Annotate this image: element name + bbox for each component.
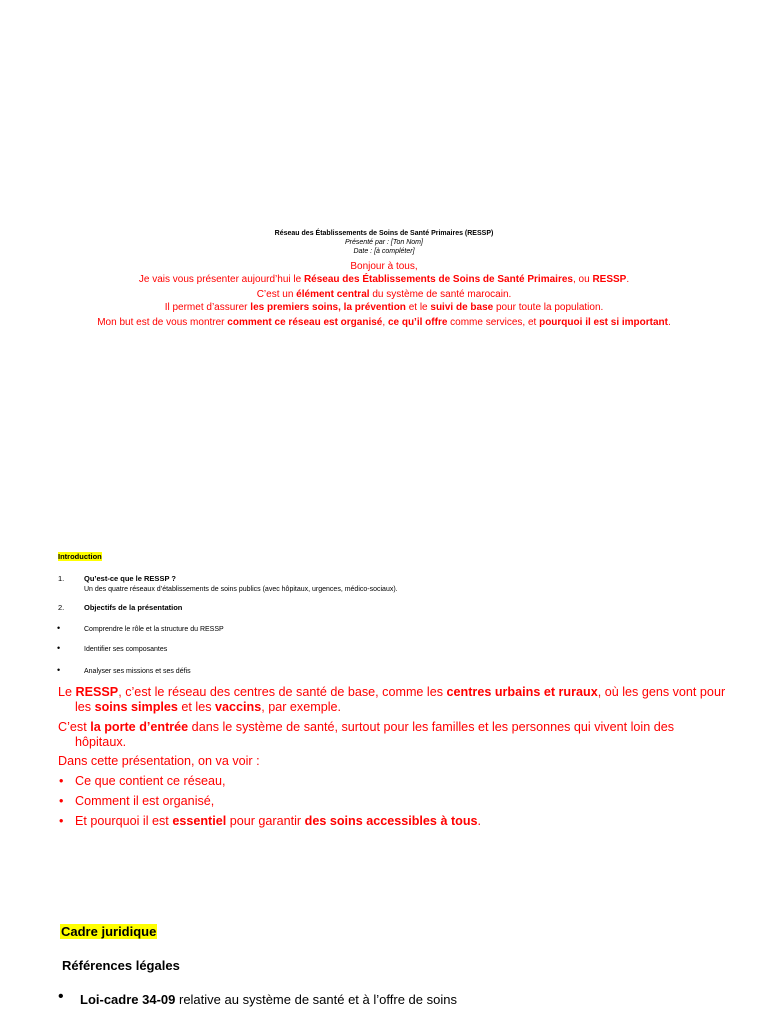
item-number: 2. xyxy=(58,603,65,612)
item-title: Qu’est-ce que le RESSP ? xyxy=(84,574,176,583)
item-description: Un des quatre réseaux d’établissements de soins publics (avec hôpitaux, urgences, médico-sociaux). xyxy=(84,586,398,593)
introduction-heading: Introduction xyxy=(58,552,102,561)
opening-block xyxy=(0,261,768,330)
opening-line-3: Il permet d’assurer les premiers soins, la prévention et le suivi de base pour toute la population. xyxy=(164,301,604,313)
greeting: Bonjour à tous, xyxy=(350,261,418,272)
bullet-dot-icon: • xyxy=(57,623,61,633)
bullet-dot-icon: • xyxy=(59,814,64,828)
speech-paragraph-2: C’est la porte d’entrée dans le système de santé, surtout pour les familles et les personnes qui vivent loin des hôpitaux. xyxy=(58,720,675,749)
legal-subheading: Références légales xyxy=(62,958,180,973)
item-title: Objectifs de la présentation xyxy=(84,603,183,612)
opening-line-1: Je vais vous présenter aujourd’hui le Réseau des Établissements de Soins de Santé Primaires, ou RESSP. xyxy=(138,273,630,285)
opening-line-4: Mon but est de vous montrer comment ce réseau est organisé, ce qu’il offre comme services, et pourquoi il est si important. xyxy=(97,317,671,328)
date-line: Date : [à compléter] xyxy=(353,248,415,255)
speech-paragraph-3: Dans cette présentation, on va voir : xyxy=(58,754,260,768)
bullet-dot-icon: • xyxy=(59,794,64,808)
item-number: 1. xyxy=(58,574,65,583)
speech-paragraph-1: Le RESSP, c’est le réseau des centres de santé de base, comme les centres urbains et ruraux, où les gens vont pour les soins simples et les vaccins, par exemple. xyxy=(58,685,726,714)
bullet-dot-icon: • xyxy=(57,665,61,675)
bullet-dot-icon: • xyxy=(57,643,61,653)
bullet-dot-icon: • xyxy=(59,774,64,788)
bullet-dot-icon: • xyxy=(58,988,64,1005)
legal-heading: Cadre juridique xyxy=(61,924,157,939)
presenter-line: Présenté par : [Ton Nom] xyxy=(345,239,423,246)
opening-line-2: C’est un élément central du système de santé marocain. xyxy=(256,289,512,300)
doc-title: Réseau des Établissements de Soins de Santé Primaires (RESSP) xyxy=(274,230,494,237)
title-block xyxy=(0,229,768,256)
